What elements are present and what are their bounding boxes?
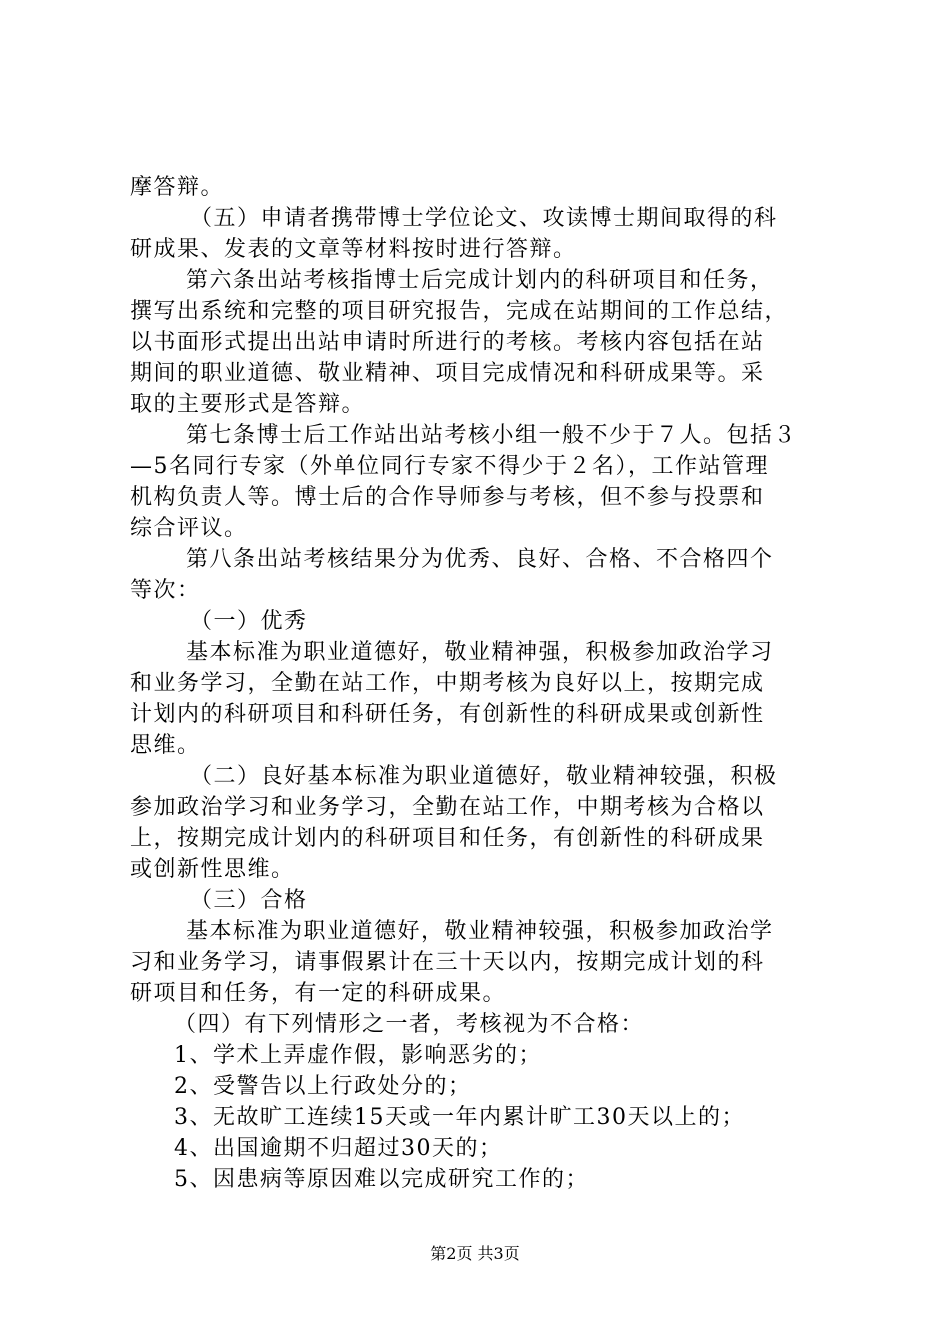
text-line: 等次： <box>130 578 201 603</box>
text-line: 基本标准为职业道德好，敬业精神较强，积极参加政治学 <box>186 919 774 944</box>
text-line: 第八条出站考核结果分为优秀、良好、合格、不合格四个 <box>186 547 774 572</box>
text-line: 计划内的科研项目和科研任务，有创新性的科研成果或创新性 <box>130 702 765 727</box>
text-line: 研成果、发表的文章等材料按时进行答辩。 <box>130 237 577 262</box>
text-line: 参加政治学习和业务学习，全勤在站工作，中期考核为合格以 <box>130 795 765 820</box>
text-line: （一）优秀 <box>190 609 308 634</box>
text-line: 基本标准为职业道德好，敬业精神强，积极参加政治学习 <box>186 640 774 665</box>
list-item: 5、因患病等原因难以完成研究工作的； <box>174 1167 589 1192</box>
page-indicator: 第2页 共3页 <box>430 1244 520 1263</box>
document-body <box>130 172 830 1195</box>
text-line: 习和业务学习，请事假累计在三十天以内，按期完成计划的科 <box>130 950 765 975</box>
text-line: （四）有下列情形之一者，考核视为不合格： <box>174 1012 645 1037</box>
list-item: 4、出国逾期不归超过30天的； <box>174 1136 503 1161</box>
text-line: （五）申请者携带博士学位论文、攻读博士期间取得的科 <box>190 206 778 231</box>
page-footer <box>0 1244 950 1264</box>
text-line: 思维。 <box>130 733 201 758</box>
text-line: 研项目和任务，有一定的科研成果。 <box>130 981 507 1006</box>
list-item: 2、受警告以上行政处分的； <box>174 1074 472 1099</box>
text-line: 期间的职业道德、敬业精神、项目完成情况和科研成果等。采 <box>130 361 765 386</box>
text-line: （三）合格 <box>190 888 308 913</box>
text-line: 第七条博士后工作站出站考核小组一般不少于７人。包括３ <box>186 423 798 448</box>
text-line: —5名同行专家（外单位同行专家不得少于２名），工作站管理 <box>130 454 769 479</box>
text-line: 摩答辩。 <box>130 175 225 200</box>
text-line: （二）良好基本标准为职业道德好，敬业精神较强，积极 <box>190 764 778 789</box>
text-line: 综合评议。 <box>130 516 248 541</box>
text-line: 上，按期完成计划内的科研项目和任务，有创新性的科研成果 <box>130 826 765 851</box>
text-line: 撰写出系统和完整的项目研究报告，完成在站期间的工作总结， <box>130 299 789 324</box>
text-line: 机构负责人等。博士后的合作导师参与考核，但不参与投票和 <box>130 485 765 510</box>
text-line: 和业务学习，全勤在站工作，中期考核为良好以上，按期完成 <box>130 671 765 696</box>
text-line: 或创新性思维。 <box>130 857 295 882</box>
text-line: 第六条出站考核指博士后完成计划内的科研项目和任务， <box>186 268 774 293</box>
text-line: 以书面形式提出出站申请时所进行的考核。考核内容包括在站 <box>130 330 765 355</box>
text-line: 取的主要形式是答辩。 <box>130 392 366 417</box>
list-item: 3、无故旷工连续15天或一年内累计旷工30天以上的； <box>174 1105 745 1130</box>
list-item: 1、学术上弄虚作假，影响恶劣的； <box>174 1043 542 1068</box>
